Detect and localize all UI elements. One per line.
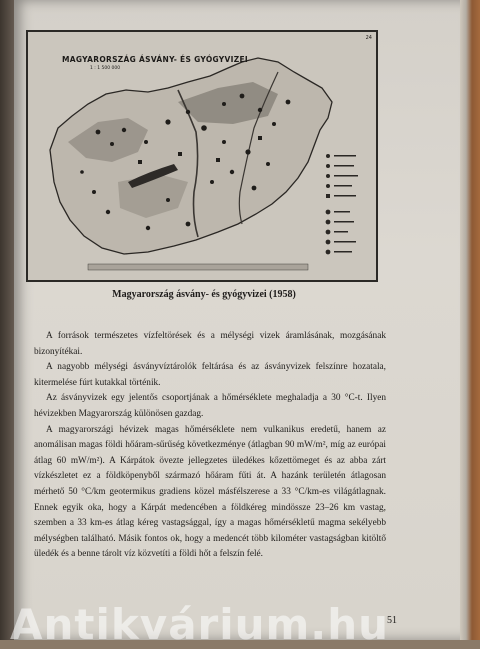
book-page	[14, 0, 466, 640]
book-spine	[460, 0, 480, 640]
page-number: 51	[387, 615, 397, 626]
paragraph: A magyarországi hévizek magas hőmérséklete nem vulkanikus eredetű, hanem az anomálisan magas földi hőáram-sűrűség következménye (átlagban 90 mW/m², míg az európai átlag 60 mW/m²). A Kárpátok övezte jellegzetes üledékes kőzettömeget és az abba zárt vízkészletet ez a földköpenyből származó hőáram fűti át. A hazánk területén átlagosan mérhető 50 °C/km geotermikus gradiens közel másfélszerese a 33 °C/km-es világátlagnak. Ennek egyik oka, hogy a Kárpát medencében a földkéreg mindössze 23–26 km vastag, szemben a 33 km-es átlag kéreg vastagsággal, így a magas hőmérsékletű magma sekélyebb mélységben található. Másik fontos ok, hogy a medencét több kilométer vastagságban kitöltő üledék és a benne tárolt víz közvetíti a földi hőt a felszín felé.	[34, 424, 386, 560]
paragraph: A nagyobb mélységi ásványvíztárolók feltárása és az ásványvizek felszínre hozatala, kitermelése fúrt kutakkal történik.	[34, 362, 386, 388]
map-legend	[326, 154, 358, 254]
hungary-map-drawing	[28, 32, 376, 280]
body-text	[34, 329, 386, 563]
watermark: Antikvárium.hu	[10, 600, 390, 649]
paragraph: A források természetes vízfeltörések és a mélységi vizek áramlásának, mozgásának bizonyítékai.	[34, 331, 386, 357]
map-scale: 1 : 1 500 000	[90, 66, 121, 71]
map-bottom-legend	[88, 264, 308, 270]
paragraph: Az ásványvizek egy jelentős csoportjának a hőmérséklete meghaladja a 30 °C-t. Ilyen hévizekben Magyarország különösen gazdag.	[34, 393, 386, 419]
map-figure	[26, 30, 378, 282]
map-title: MAGYARORSZÁG ÁSVÁNY- ÉS GYÓGYVIZEI	[62, 55, 248, 64]
figure-caption: Magyarország ásvány- és gyógyvizei (1958)	[112, 289, 296, 300]
map-corner-number: 24	[365, 35, 372, 41]
